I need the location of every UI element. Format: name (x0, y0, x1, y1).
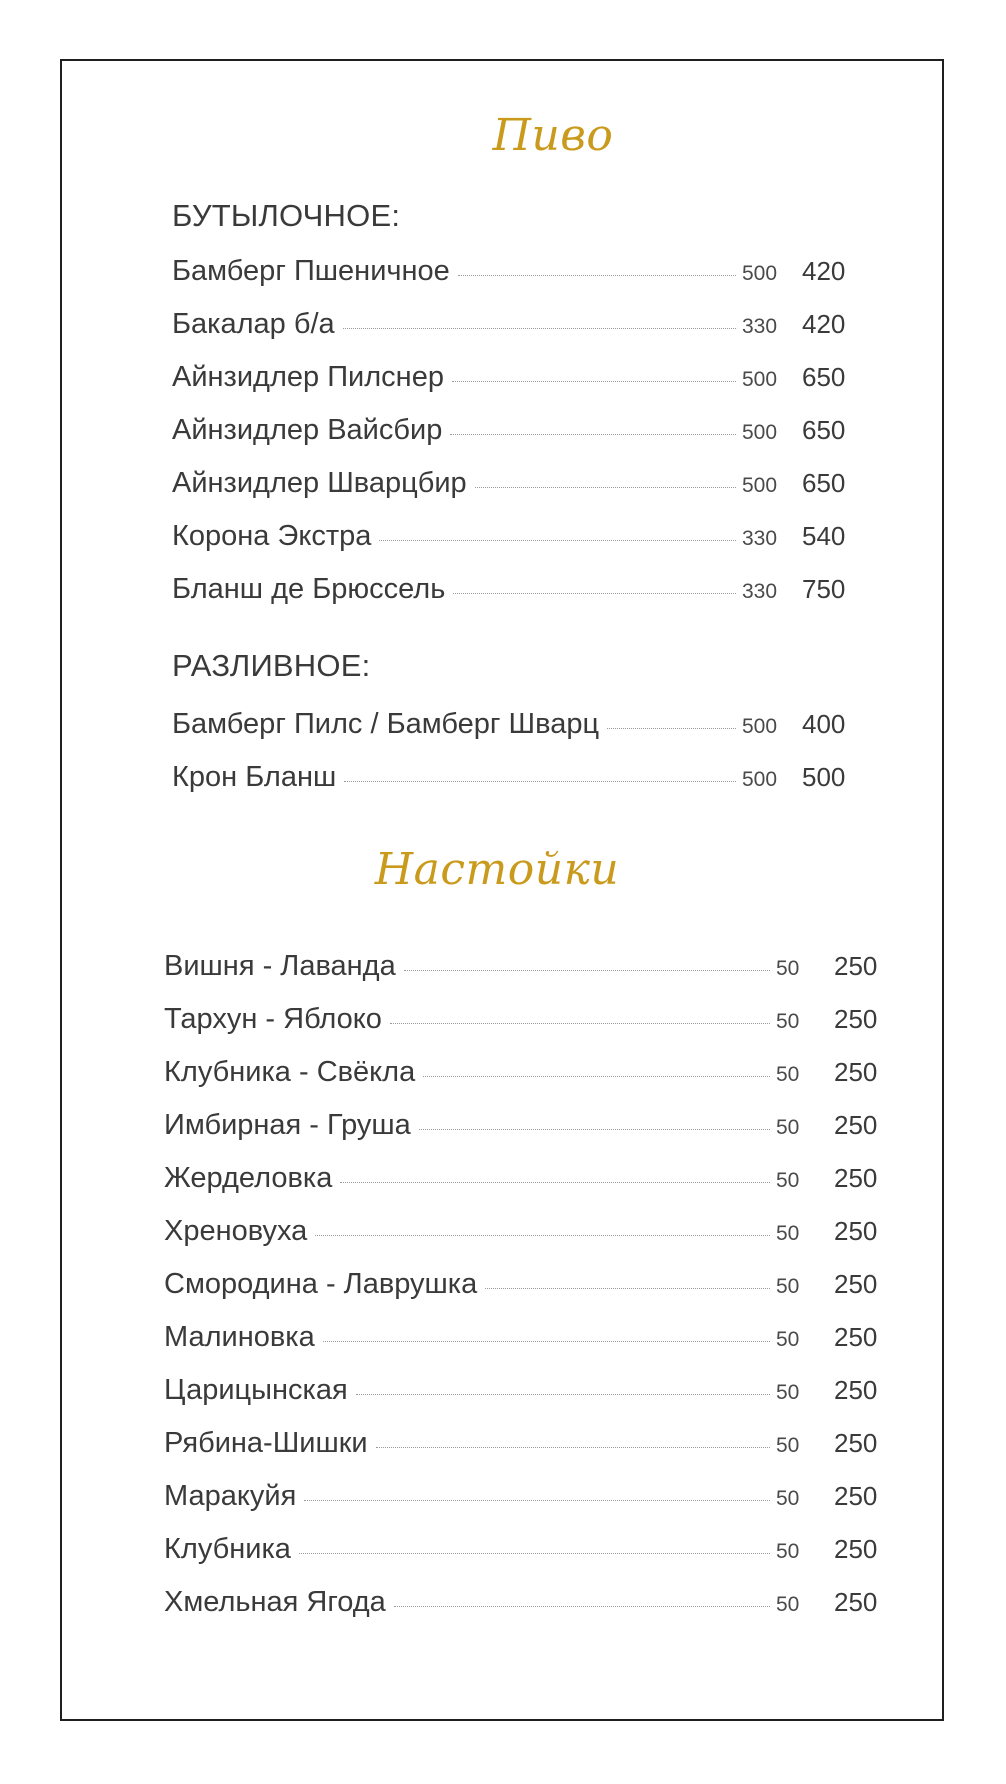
dotted-leader (450, 434, 736, 435)
item-volume: 50 (776, 1116, 800, 1139)
item-volume: 50 (776, 1010, 800, 1033)
item-price: 250 (834, 1375, 878, 1405)
item-name: Бланш де Брюссель (172, 573, 446, 605)
item-price: 420 (802, 309, 846, 339)
draft-heading: РАЗЛИВНОЕ: (172, 648, 371, 683)
dotted-leader (340, 1182, 770, 1183)
dotted-leader (379, 540, 736, 541)
menu-item (164, 1586, 880, 1626)
item-price: 650 (802, 362, 846, 392)
item-volume: 50 (776, 1169, 800, 1192)
item-price: 250 (834, 1322, 878, 1352)
bottled-heading: БУТЫЛОЧНОЕ: (172, 198, 401, 233)
item-name: Хмельная Ягода (164, 1586, 386, 1618)
item-name: Малиновка (164, 1321, 315, 1353)
item-price: 250 (834, 1216, 878, 1246)
item-name: Имбирная - Груша (164, 1109, 411, 1141)
menu-item (172, 761, 852, 801)
item-price: 250 (834, 1163, 878, 1193)
item-name: Рябина-Шишки (164, 1427, 368, 1459)
item-volume: 330 (742, 315, 778, 338)
menu-item (164, 950, 880, 990)
item-name: Клубника - Свёкла (164, 1056, 416, 1088)
dotted-leader (404, 970, 770, 971)
menu-item (164, 1162, 880, 1202)
menu-item (164, 1268, 880, 1308)
dotted-leader (394, 1606, 770, 1607)
item-name: Жерделовка (164, 1162, 333, 1194)
item-price: 250 (834, 1269, 878, 1299)
item-price: 650 (802, 415, 846, 445)
menu-item (172, 467, 852, 507)
item-volume: 50 (776, 1063, 800, 1086)
menu-item (164, 1427, 880, 1467)
menu-item (164, 1056, 880, 1096)
item-volume: 50 (776, 1434, 800, 1457)
item-price: 400 (802, 709, 846, 739)
item-name: Клубника (164, 1533, 291, 1565)
dotted-leader (299, 1553, 770, 1554)
item-name: Царицынская (164, 1374, 348, 1406)
dotted-leader (607, 728, 736, 729)
dotted-leader (453, 593, 736, 594)
item-volume: 50 (776, 1381, 800, 1404)
item-name: Айнзидлер Шварцбир (172, 467, 467, 499)
menu-item (172, 414, 852, 454)
dotted-leader (390, 1023, 770, 1024)
menu-item (164, 1374, 880, 1414)
item-volume: 500 (742, 768, 778, 791)
menu-item (172, 520, 852, 560)
item-price: 420 (802, 256, 846, 286)
item-name: Айнзидлер Вайсбир (172, 414, 443, 446)
item-volume: 500 (742, 421, 778, 444)
dotted-leader (485, 1288, 770, 1289)
item-price: 250 (834, 1004, 878, 1034)
item-price: 250 (834, 1587, 878, 1617)
item-volume: 50 (776, 1593, 800, 1616)
dotted-leader (304, 1500, 770, 1501)
dotted-leader (458, 275, 736, 276)
item-name: Бамберг Пшеничное (172, 255, 450, 287)
item-volume: 500 (742, 715, 778, 738)
item-name: Смородина - Лаврушка (164, 1268, 478, 1300)
dotted-leader (475, 487, 736, 488)
dotted-leader (423, 1076, 770, 1077)
item-price: 250 (834, 1481, 878, 1511)
menu-item (164, 1321, 880, 1361)
item-volume: 330 (742, 527, 778, 550)
menu-item (164, 1480, 880, 1520)
item-price: 250 (834, 1534, 878, 1564)
item-volume: 500 (742, 474, 778, 497)
item-price: 250 (834, 1057, 878, 1087)
dotted-leader (419, 1129, 770, 1130)
item-name: Айнзидлер Пилснер (172, 361, 444, 393)
dotted-leader (344, 781, 736, 782)
item-volume: 330 (742, 580, 778, 603)
dotted-leader (315, 1235, 770, 1236)
item-volume: 50 (776, 1222, 800, 1245)
item-name: Крон Бланш (172, 761, 337, 793)
item-volume: 500 (742, 368, 778, 391)
menu-item (164, 1003, 880, 1043)
item-price: 250 (834, 1428, 878, 1458)
item-name: Хреновуха (164, 1215, 308, 1247)
dotted-leader (323, 1341, 770, 1342)
menu-item (172, 361, 852, 401)
item-volume: 50 (776, 1275, 800, 1298)
menu-item (172, 308, 852, 348)
item-name: Тархун - Яблоко (164, 1003, 382, 1035)
item-volume: 500 (742, 262, 778, 285)
item-price: 650 (802, 468, 846, 498)
dotted-leader (343, 328, 736, 329)
dotted-leader (452, 381, 736, 382)
menu-item (172, 573, 852, 613)
item-name: Бамберг Пилс / Бамберг Шварц (172, 708, 600, 740)
item-name: Вишня - Лаванда (164, 950, 396, 982)
menu-item (172, 255, 852, 295)
menu-item (164, 1215, 880, 1255)
menu-item (164, 1109, 880, 1149)
dotted-leader (376, 1447, 770, 1448)
beer-section-title: Пиво (492, 110, 614, 161)
item-volume: 50 (776, 1328, 800, 1351)
item-volume: 50 (776, 1487, 800, 1510)
item-price: 250 (834, 1110, 878, 1140)
item-price: 750 (802, 574, 846, 604)
item-price: 250 (834, 951, 878, 981)
tinctures-section-title: Настойки (374, 844, 620, 895)
item-name: Бакалар б/а (172, 308, 335, 340)
menu-item (164, 1533, 880, 1573)
item-name: Корона Экстра (172, 520, 372, 552)
item-price: 500 (802, 762, 846, 792)
item-price: 540 (802, 521, 846, 551)
item-volume: 50 (776, 1540, 800, 1563)
item-volume: 50 (776, 957, 800, 980)
menu-item (172, 708, 852, 748)
item-name: Маракуйя (164, 1480, 297, 1512)
dotted-leader (356, 1394, 770, 1395)
